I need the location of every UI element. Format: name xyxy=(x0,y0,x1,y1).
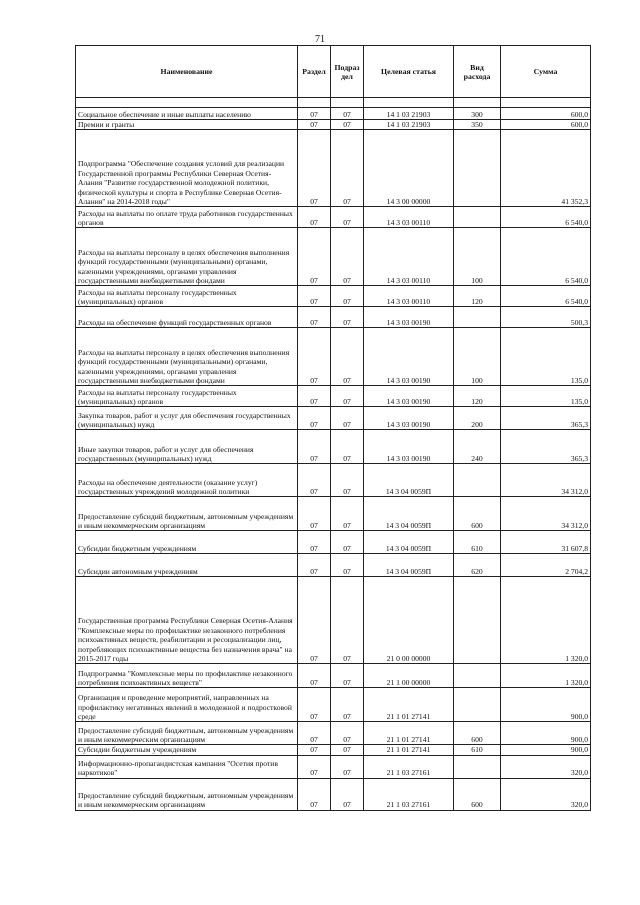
row-target: 14 3 03 00190 xyxy=(364,328,454,386)
row-name: Расходы на выплаты по оплате труда работников государственных органов xyxy=(76,207,298,228)
table-row xyxy=(76,464,591,497)
row-target: 14 3 04 0059П xyxy=(364,531,454,554)
row-vid: 200 xyxy=(454,407,501,430)
row-razdel: 07 xyxy=(298,497,331,531)
row-target: 14 3 03 00110 xyxy=(364,286,454,307)
table-row xyxy=(76,755,591,778)
row-target: 21 0 00 00000 xyxy=(364,577,454,664)
row-target: 21 1 00 00000 xyxy=(364,664,454,688)
row-target: 14 3 03 00190 xyxy=(364,430,454,464)
header-name: Наименование xyxy=(76,46,298,98)
row-razdel: 07 xyxy=(298,108,331,120)
row-name: Премии и гранты xyxy=(76,120,298,130)
row-podrazdel: 07 xyxy=(331,407,364,430)
row-vid: 610 xyxy=(454,745,501,755)
row-sum: 320,0 xyxy=(501,778,591,810)
table-row xyxy=(76,745,591,755)
row-razdel: 07 xyxy=(298,120,331,130)
row-sum: 135,0 xyxy=(501,386,591,407)
row-podrazdel: 07 xyxy=(331,286,364,307)
row-sum: 41 352,3 xyxy=(501,130,591,207)
row-vid xyxy=(454,664,501,688)
table-row xyxy=(76,722,591,745)
row-razdel: 07 xyxy=(298,386,331,407)
row-razdel: 07 xyxy=(298,407,331,430)
row-sum: 320,0 xyxy=(501,755,591,778)
row-razdel: 07 xyxy=(298,130,331,207)
row-sum: 2 704,2 xyxy=(501,554,591,577)
row-name: Государственная программа Республики Северная Осетия-Алания "Комплексные меры по профилактике незаконного потребления психоактивных веществ, реабилитации и ресоциализации лиц, потребляющих психоактивные вещества без назначения врача" на 2015-2017 годы xyxy=(76,577,298,664)
row-name: Расходы на выплаты персоналу в целях обеспечения выполнения функций государственными (муниципальными) органами, казенными учреждениями, органами управления государственными внебюджетными фондами xyxy=(76,228,298,286)
row-razdel: 07 xyxy=(298,778,331,810)
row-vid: 300 xyxy=(454,108,501,120)
row-podrazdel: 07 xyxy=(331,328,364,386)
row-target: 14 3 00 00000 xyxy=(364,130,454,207)
table-row xyxy=(76,430,591,464)
row-name: Подпрограмма "Обеспечение создания условий для реализации Государственной программы Республики Северная Осетия-Алания "Развитие государственной молодежной политики, физической культуры и спорта в Республике Северная Осетия-Алания" на 2014-2018 годы" xyxy=(76,130,298,207)
row-podrazdel: 07 xyxy=(331,430,364,464)
row-sum: 1 320,0 xyxy=(501,664,591,688)
row-podrazdel: 07 xyxy=(331,228,364,286)
row-target: 14 3 03 00110 xyxy=(364,228,454,286)
row-razdel: 07 xyxy=(298,328,331,386)
row-razdel: 07 xyxy=(298,577,331,664)
row-sum: 600,0 xyxy=(501,108,591,120)
row-sum: 365,3 xyxy=(501,407,591,430)
row-sum: 31 607,8 xyxy=(501,531,591,554)
row-name: Субсидии бюджетным учреждениям xyxy=(76,531,298,554)
row-podrazdel: 07 xyxy=(331,130,364,207)
row-podrazdel: 07 xyxy=(331,688,364,722)
row-name: Предоставление субсидий бюджетным, автономным учреждениям и иным некоммерческим организациям xyxy=(76,778,298,810)
table-row xyxy=(76,664,591,688)
row-name: Субсидии автономным учреждениям xyxy=(76,554,298,577)
row-vid xyxy=(454,207,501,228)
row-razdel: 07 xyxy=(298,688,331,722)
row-razdel: 07 xyxy=(298,207,331,228)
row-vid: 600 xyxy=(454,778,501,810)
row-sum: 34 312,0 xyxy=(501,497,591,531)
row-podrazdel: 07 xyxy=(331,307,364,328)
row-vid xyxy=(454,130,501,207)
row-name: Информационно-пропагандистская кампания "Осетия против наркотиков" xyxy=(76,755,298,778)
table-header-row xyxy=(76,46,591,98)
header-target: Целевая статья xyxy=(364,46,454,98)
row-target: 14 3 03 00190 xyxy=(364,407,454,430)
header-vid: Вид расхода xyxy=(454,46,501,98)
row-vid xyxy=(454,464,501,497)
row-podrazdel: 07 xyxy=(331,778,364,810)
row-podrazdel: 07 xyxy=(331,554,364,577)
row-target: 14 3 03 00190 xyxy=(364,307,454,328)
row-target: 14 1 03 21903 xyxy=(364,108,454,120)
header-razdel: Раздел xyxy=(298,46,331,98)
row-vid: 120 xyxy=(454,286,501,307)
table-row xyxy=(76,554,591,577)
row-razdel: 07 xyxy=(298,531,331,554)
row-vid: 240 xyxy=(454,430,501,464)
row-target: 21 1 03 27161 xyxy=(364,778,454,810)
table-row xyxy=(76,531,591,554)
row-target: 21 1 01 27141 xyxy=(364,688,454,722)
page-number: 71 xyxy=(315,34,325,45)
table-row xyxy=(76,120,591,130)
row-razdel: 07 xyxy=(298,228,331,286)
row-name: Предоставление субсидий бюджетным, автономным учреждениям и иным некоммерческим организациям xyxy=(76,497,298,531)
table-row xyxy=(76,778,591,810)
row-razdel: 07 xyxy=(298,664,331,688)
table-row xyxy=(76,228,591,286)
header-podrazdel: Подраз дел xyxy=(331,46,364,98)
budget-table xyxy=(75,45,591,811)
row-vid xyxy=(454,688,501,722)
row-podrazdel: 07 xyxy=(331,722,364,745)
row-target: 14 3 03 00110 xyxy=(364,207,454,228)
row-podrazdel: 07 xyxy=(331,664,364,688)
row-sum: 34 312,0 xyxy=(501,464,591,497)
row-podrazdel: 07 xyxy=(331,577,364,664)
header-sum: Сумма xyxy=(501,46,591,98)
row-name: Расходы на обеспечение деятельности (оказание услуг) государственных учреждений молодежной политики xyxy=(76,464,298,497)
row-sum: 1 320,0 xyxy=(501,577,591,664)
row-razdel: 07 xyxy=(298,745,331,755)
row-vid: 120 xyxy=(454,386,501,407)
table-row xyxy=(76,386,591,407)
row-vid: 100 xyxy=(454,328,501,386)
row-target: 14 3 04 0059П xyxy=(364,464,454,497)
row-name: Иные закупки товаров, работ и услуг для обеспечения государственных (муниципальных) нужд xyxy=(76,430,298,464)
row-razdel: 07 xyxy=(298,286,331,307)
row-name: Предоставление субсидий бюджетным, автономным учреждениям и иным некоммерческим организациям xyxy=(76,722,298,745)
table-row xyxy=(76,307,591,328)
row-podrazdel: 07 xyxy=(331,497,364,531)
row-podrazdel: 07 xyxy=(331,464,364,497)
row-vid: 100 xyxy=(454,228,501,286)
row-target: 21 1 01 27141 xyxy=(364,722,454,745)
row-vid: 600 xyxy=(454,722,501,745)
row-name: Расходы на выплаты персоналу в целях обеспечения выполнения функций государственными (муниципальными) органами, казенными учреждениями, органами управления государственными внебюджетными фондами xyxy=(76,328,298,386)
row-podrazdel: 07 xyxy=(331,531,364,554)
row-target: 14 3 04 0059П xyxy=(364,497,454,531)
table-row xyxy=(76,328,591,386)
row-name: Социальное обеспечение и иные выплаты населению xyxy=(76,108,298,120)
row-podrazdel: 07 xyxy=(331,207,364,228)
row-sum: 6 540,0 xyxy=(501,228,591,286)
row-vid: 620 xyxy=(454,554,501,577)
row-razdel: 07 xyxy=(298,307,331,328)
row-sum: 365,3 xyxy=(501,430,591,464)
row-name: Организация и проведение мероприятий, направленных на профилактику негативных явлений в молодежной и подростковой среде xyxy=(76,688,298,722)
row-name: Подпрограмма "Комплексные меры по профилактике незаконного потребления психоактивных веществ" xyxy=(76,664,298,688)
row-target: 14 1 03 21903 xyxy=(364,120,454,130)
row-razdel: 07 xyxy=(298,722,331,745)
row-podrazdel: 07 xyxy=(331,120,364,130)
row-vid xyxy=(454,577,501,664)
row-podrazdel: 07 xyxy=(331,755,364,778)
row-sum: 900,0 xyxy=(501,722,591,745)
table-row xyxy=(76,688,591,722)
row-target: 21 1 01 27141 xyxy=(364,745,454,755)
row-vid: 610 xyxy=(454,531,501,554)
row-name: Расходы на обеспечение функций государственных органов xyxy=(76,307,298,328)
table-row xyxy=(76,577,591,664)
row-name: Расходы на выплаты персоналу государственных (муниципальных) органов xyxy=(76,386,298,407)
table-row xyxy=(76,130,591,207)
row-name: Субсидии бюджетным учреждениям xyxy=(76,745,298,755)
row-sum: 600,0 xyxy=(501,120,591,130)
row-sum: 900,0 xyxy=(501,688,591,722)
row-target: 21 1 03 27161 xyxy=(364,755,454,778)
row-name: Расходы на выплаты персоналу государственных (муниципальных) органов xyxy=(76,286,298,307)
row-razdel: 07 xyxy=(298,554,331,577)
row-razdel: 07 xyxy=(298,464,331,497)
row-target: 14 3 03 00190 xyxy=(364,386,454,407)
row-sum: 135,0 xyxy=(501,328,591,386)
row-sum: 6 540,0 xyxy=(501,286,591,307)
row-podrazdel: 07 xyxy=(331,745,364,755)
row-target: 14 3 04 0059П xyxy=(364,554,454,577)
table-row xyxy=(76,286,591,307)
row-vid xyxy=(454,755,501,778)
row-sum: 500,3 xyxy=(501,307,591,328)
row-vid: 600 xyxy=(454,497,501,531)
row-vid: 350 xyxy=(454,120,501,130)
row-name: Закупка товаров, работ и услуг для обеспечения государственных (муниципальных) нужд xyxy=(76,407,298,430)
row-razdel: 07 xyxy=(298,430,331,464)
row-razdel: 07 xyxy=(298,755,331,778)
row-vid xyxy=(454,307,501,328)
table-row xyxy=(76,497,591,531)
table-row xyxy=(76,108,591,120)
header-spacer-row xyxy=(76,98,591,108)
row-sum: 900,0 xyxy=(501,745,591,755)
row-podrazdel: 07 xyxy=(331,386,364,407)
table-row xyxy=(76,407,591,430)
table-row xyxy=(76,207,591,228)
row-sum: 6 540,0 xyxy=(501,207,591,228)
row-podrazdel: 07 xyxy=(331,108,364,120)
